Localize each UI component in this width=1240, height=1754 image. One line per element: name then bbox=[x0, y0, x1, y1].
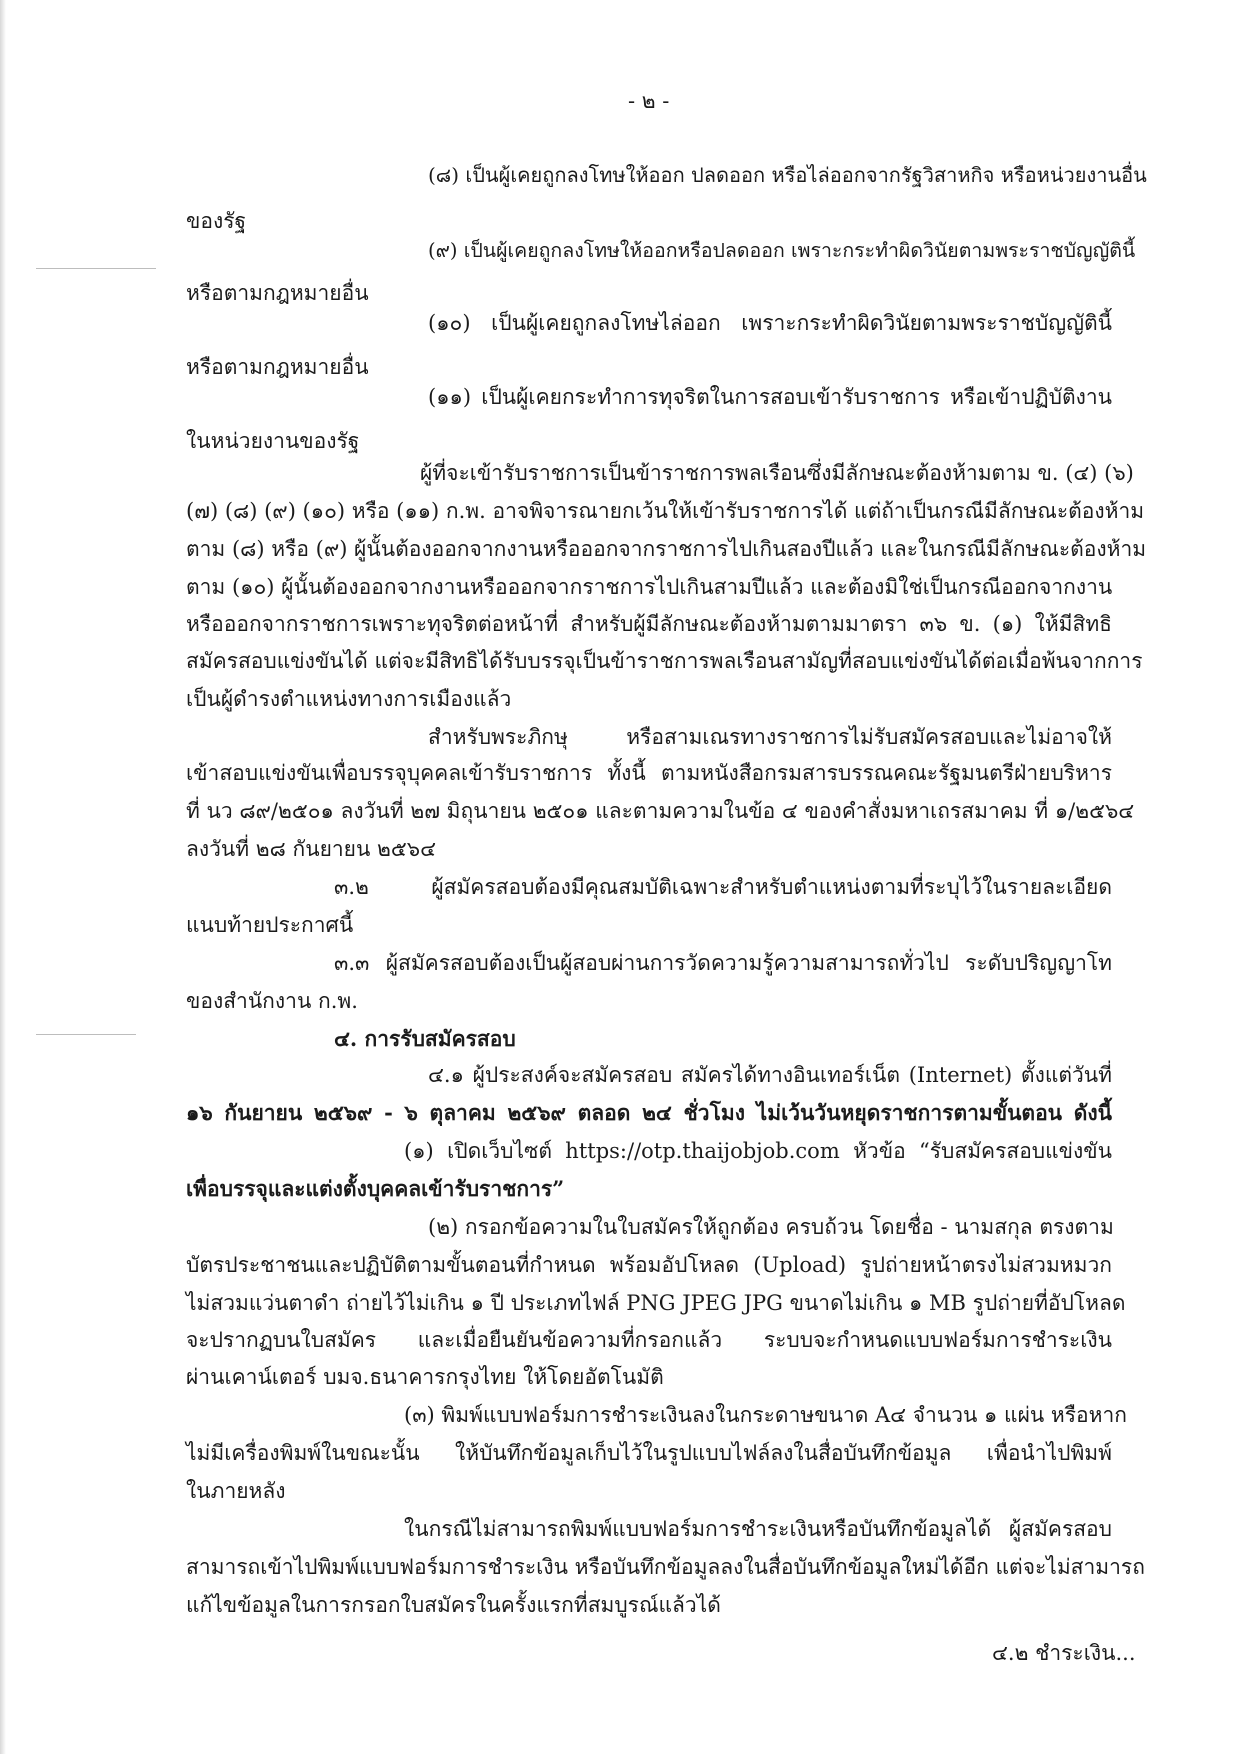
text-line: จะปรากฏบนใบสมัคร และเมื่อยืนยันข้อความที่กรอกแล้ว ระบบจะกำหนดแบบฟอร์มการชำระเงิน bbox=[186, 1328, 1112, 1352]
continuation-note: ๔.๒ ชำระเงิน... bbox=[992, 1641, 1136, 1665]
page-number: - ๒ - bbox=[628, 89, 670, 113]
text-line: หรือตามกฎหมายอื่น bbox=[186, 281, 369, 305]
text-line: (๑๑) เป็นผู้เคยกระทำการทุจริตในการสอบเข้ารับราชการ หรือเข้าปฏิบัติงาน bbox=[428, 385, 1112, 409]
text-line: เข้าสอบแข่งขันเพื่อบรรจุบุคคลเข้ารับราชการ ทั้งนี้ ตามหนังสือกรมสารบรรณคณะรัฐมนตรีฝ่ายบริหาร bbox=[186, 761, 1112, 785]
text-line: ตาม (๘) หรือ (๙) ผู้นั้นต้องออกจากงานหรือออกจากราชการไปเกินสองปีแล้ว และในกรณีมีลักษณะต้องห้าม bbox=[186, 537, 1147, 561]
text-line: (๒) กรอกข้อความในใบสมัครให้ถูกต้อง ครบถ้วน โดยชื่อ - นามสกุล ตรงตาม bbox=[428, 1215, 1114, 1239]
text-line: (๓) พิมพ์แบบฟอร์มการชำระเงินลงในกระดาษขนาด A๔ จำนวน ๑ แผ่น หรือหาก bbox=[404, 1403, 1127, 1427]
text-line: ๑๖ กันยายน ๒๕๖๙ - ๖ ตุลาคม ๒๕๖๙ ตลอด ๒๔ ชั่วโมง ไม่เว้นวันหยุดราชการตามขั้นตอน ดังนี้ bbox=[186, 1100, 1112, 1125]
section-heading: ๔. การรับสมัครสอบ bbox=[334, 1026, 516, 1051]
text-line: แนบท้ายประกาศนี้ bbox=[186, 913, 354, 937]
text-line: ของสำนักงาน ก.พ. bbox=[186, 989, 358, 1013]
text-line: ๓.๒ ผู้สมัครสอบต้องมีคุณสมบัติเฉพาะสำหรับตำแหน่งตามที่ระบุไว้ในรายละเอียด bbox=[334, 875, 1112, 899]
text-line: เป็นผู้ดำรงตำแหน่งทางการเมืองแล้ว bbox=[186, 687, 512, 711]
text-line: สมัครสอบแข่งขันได้ แต่จะมีสิทธิได้รับบรรจุเป็นข้าราชการพลเรือนสามัญที่สอบแข่งขันได้ต่อเมื่อพ้นจากการ bbox=[186, 649, 1143, 673]
text-line: ผู้ที่จะเข้ารับราชการเป็นข้าราชการพลเรือนซึ่งมีลักษณะต้องห้ามตาม ข. (๔) (๖) bbox=[420, 461, 1134, 485]
scan-mark bbox=[36, 1034, 136, 1035]
text-line: (๑๐) เป็นผู้เคยถูกลงโทษไล่ออก เพราะกระทำผิดวินัยตามพระราชบัญญัตินี้ bbox=[428, 311, 1112, 335]
text-line: แก้ไขข้อมูลในการกรอกใบสมัครในครั้งแรกที่สมบูรณ์แล้วได้ bbox=[186, 1593, 721, 1617]
text-line: สำหรับพระภิกษุ หรือสามเณรทางราชการไม่รับสมัครสอบและไม่อาจให้ bbox=[428, 725, 1112, 749]
scan-mark bbox=[36, 268, 156, 269]
text-line: ๓.๓ ผู้สมัครสอบต้องเป็นผู้สอบผ่านการวัดความรู้ความสามารถทั่วไป ระดับปริญญาโท bbox=[334, 951, 1112, 975]
text-line: เพื่อบรรจุและแต่งตั้งบุคคลเข้ารับราชการ” bbox=[186, 1176, 565, 1201]
text-line: ของรัฐ bbox=[186, 209, 247, 233]
text-line: ผ่านเคาน์เตอร์ บมจ.ธนาคารกรุงไทย ให้โดยอัตโนมัติ bbox=[186, 1365, 664, 1389]
text-line: ที่ นว ๘๙/๒๕๐๑ ลงวันที่ ๒๗ มิถุนายน ๒๕๐๑ และตามความในข้อ ๔ ของคำสั่งมหาเถรสมาคม ที่ ๑/๒๕๖๔ bbox=[186, 799, 1135, 823]
text-line: ลงวันที่ ๒๘ กันยายน ๒๕๖๔ bbox=[186, 837, 436, 861]
text-line: (๙) เป็นผู้เคยถูกลงโทษให้ออกหรือปลดออก เพราะกระทำผิดวินัยตามพระราชบัญญัตินี้ bbox=[428, 239, 1136, 262]
text-line: ไม่มีเครื่องพิมพ์ในขณะนั้น ให้บันทึกข้อมูลเก็บไว้ในรูปแบบไฟล์ลงในสื่อบันทึกข้อมูล เพื่อนำไปพิมพ์ bbox=[186, 1441, 1112, 1465]
text-line: ในหน่วยงานของรัฐ bbox=[186, 429, 360, 453]
text-line: ไม่สวมแว่นตาดำ ถ่ายไว้ไม่เกิน ๑ ปี ประเภทไฟล์ PNG JPEG JPG ขนาดไม่เกิน ๑ MB รูปถ่ายที่อัปโหลด bbox=[186, 1291, 1126, 1315]
text-line: หรือออกจากราชการเพราะทุจริตต่อหน้าที่ สำหรับผู้มีลักษณะต้องห้ามตามมาตรา ๓๖ ข. (๑) ให้มีสิทธิ bbox=[186, 612, 1112, 636]
scan-edge bbox=[0, 0, 6, 1754]
text-line: หรือตามกฎหมายอื่น bbox=[186, 355, 369, 379]
text-line: ในภายหลัง bbox=[186, 1479, 286, 1503]
text-line: สามารถเข้าไปพิมพ์แบบฟอร์มการชำระเงิน หรือบันทึกข้อมูลลงในสื่อบันทึกข้อมูลใหม่ได้อีก แต่จะไม่สามารถ bbox=[186, 1555, 1145, 1579]
text-line: (๗) (๘) (๙) (๑๐) หรือ (๑๑) ก.พ. อาจพิจารณายกเว้นให้เข้ารับราชการได้ แต่ถ้าเป็นกรณีมีลักษณะต้องห้าม bbox=[186, 499, 1145, 523]
text-line: ๔.๑ ผู้ประสงค์จะสมัครสอบ สมัครได้ทางอินเทอร์เน็ต (Internet) ตั้งแต่วันที่ bbox=[428, 1063, 1112, 1087]
text-line: (๘) เป็นผู้เคยถูกลงโทษให้ออก ปลดออก หรือไล่ออกจากรัฐวิสาหกิจ หรือหน่วยงานอื่น bbox=[428, 163, 1147, 187]
text-line: บัตรประชาชนและปฏิบัติตามขั้นตอนที่กำหนด พร้อมอัปโหลด (Upload) รูปถ่ายหน้าตรงไม่สวมหมวก bbox=[186, 1253, 1112, 1277]
text-line: ตาม (๑๐) ผู้นั้นต้องออกจากงานหรือออกจากราชการไปเกินสามปีแล้ว และต้องมิใช่เป็นกรณีออกจากงาน bbox=[186, 575, 1113, 599]
text-line: ในกรณีไม่สามารถพิมพ์แบบฟอร์มการชำระเงินหรือบันทึกข้อมูลได้ ผู้สมัครสอบ bbox=[404, 1517, 1112, 1541]
text-line: (๑) เปิดเว็บไซต์ https://otp.thaijobjob.com หัวข้อ “รับสมัครสอบแข่งขัน bbox=[404, 1139, 1112, 1163]
